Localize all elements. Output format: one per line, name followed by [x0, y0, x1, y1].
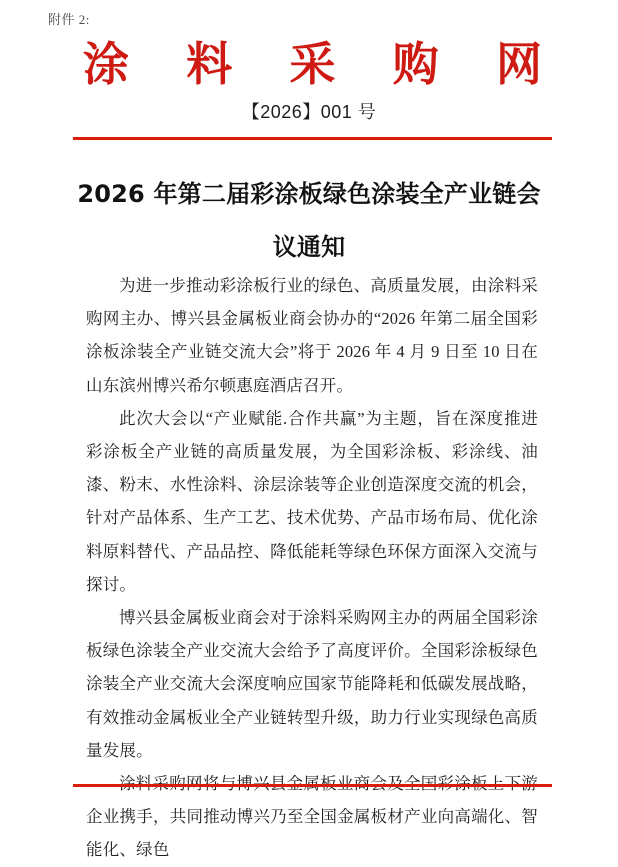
masthead [73, 36, 552, 92]
masthead-char-2: 料 [186, 37, 233, 91]
body-content [86, 269, 538, 860]
masthead-char-1: 涂 [83, 37, 129, 91]
header-red-rule [73, 137, 552, 140]
masthead-char-3: 采 [289, 37, 336, 91]
body-paragraph: 企业携手，共同推动博兴乃至全国金属板材产业向高端化、智能化、绿色 [86, 807, 538, 860]
body-paragraph: 此次大会以“产业赋能.合作共赢”为主题，旨在深度推进彩涂板全产业链的高质量发展，为全国彩涂板、彩涂线、油漆、粉末、水性涂料、涂层涂装等企业创造深度交流的机会，针对产品体系、生产工艺、技术优势、产品市场布局、优化涂料原料替代、产品品控、降低能耗等绿色环保方面深入交流与探讨。 [86, 408, 538, 594]
masthead-char-5: 网 [496, 37, 542, 91]
footer-red-rule [73, 784, 552, 787]
masthead-char-4: 购 [392, 37, 439, 91]
attachment-label: 附件 2: [48, 12, 90, 27]
page-title [69, 168, 549, 274]
page-title-line-2: 议通知 [272, 233, 346, 261]
document-number: 【2026】001 号 [241, 102, 377, 122]
body-paragraph: 为进一步推动彩涂板行业的绿色、高质量发展，由涂料采购网主办、博兴县金属板业商会协办的“2026 年第二届全国彩涂板涂装全产业链交流大会”将于 2026 年 4 月 9 日至 10 日在山东滨州博兴希尔顿惠庭酒店召开。 [86, 276, 538, 395]
page-title-line-1: 2026 年第二届彩涂板绿色涂装全产业链会 [77, 180, 541, 208]
body-paragraph: 博兴县金属板业商会对于涂料采购网主办的两届全国彩涂板绿色涂装全产业交流大会给予了高度评价。全国彩涂板绿色涂装全产业交流大会深度响应国家节能降耗和低碳发展战略，有效推动金属板业全产业链转型升级，助力行业实现绿色高质量发展。 [86, 608, 538, 760]
